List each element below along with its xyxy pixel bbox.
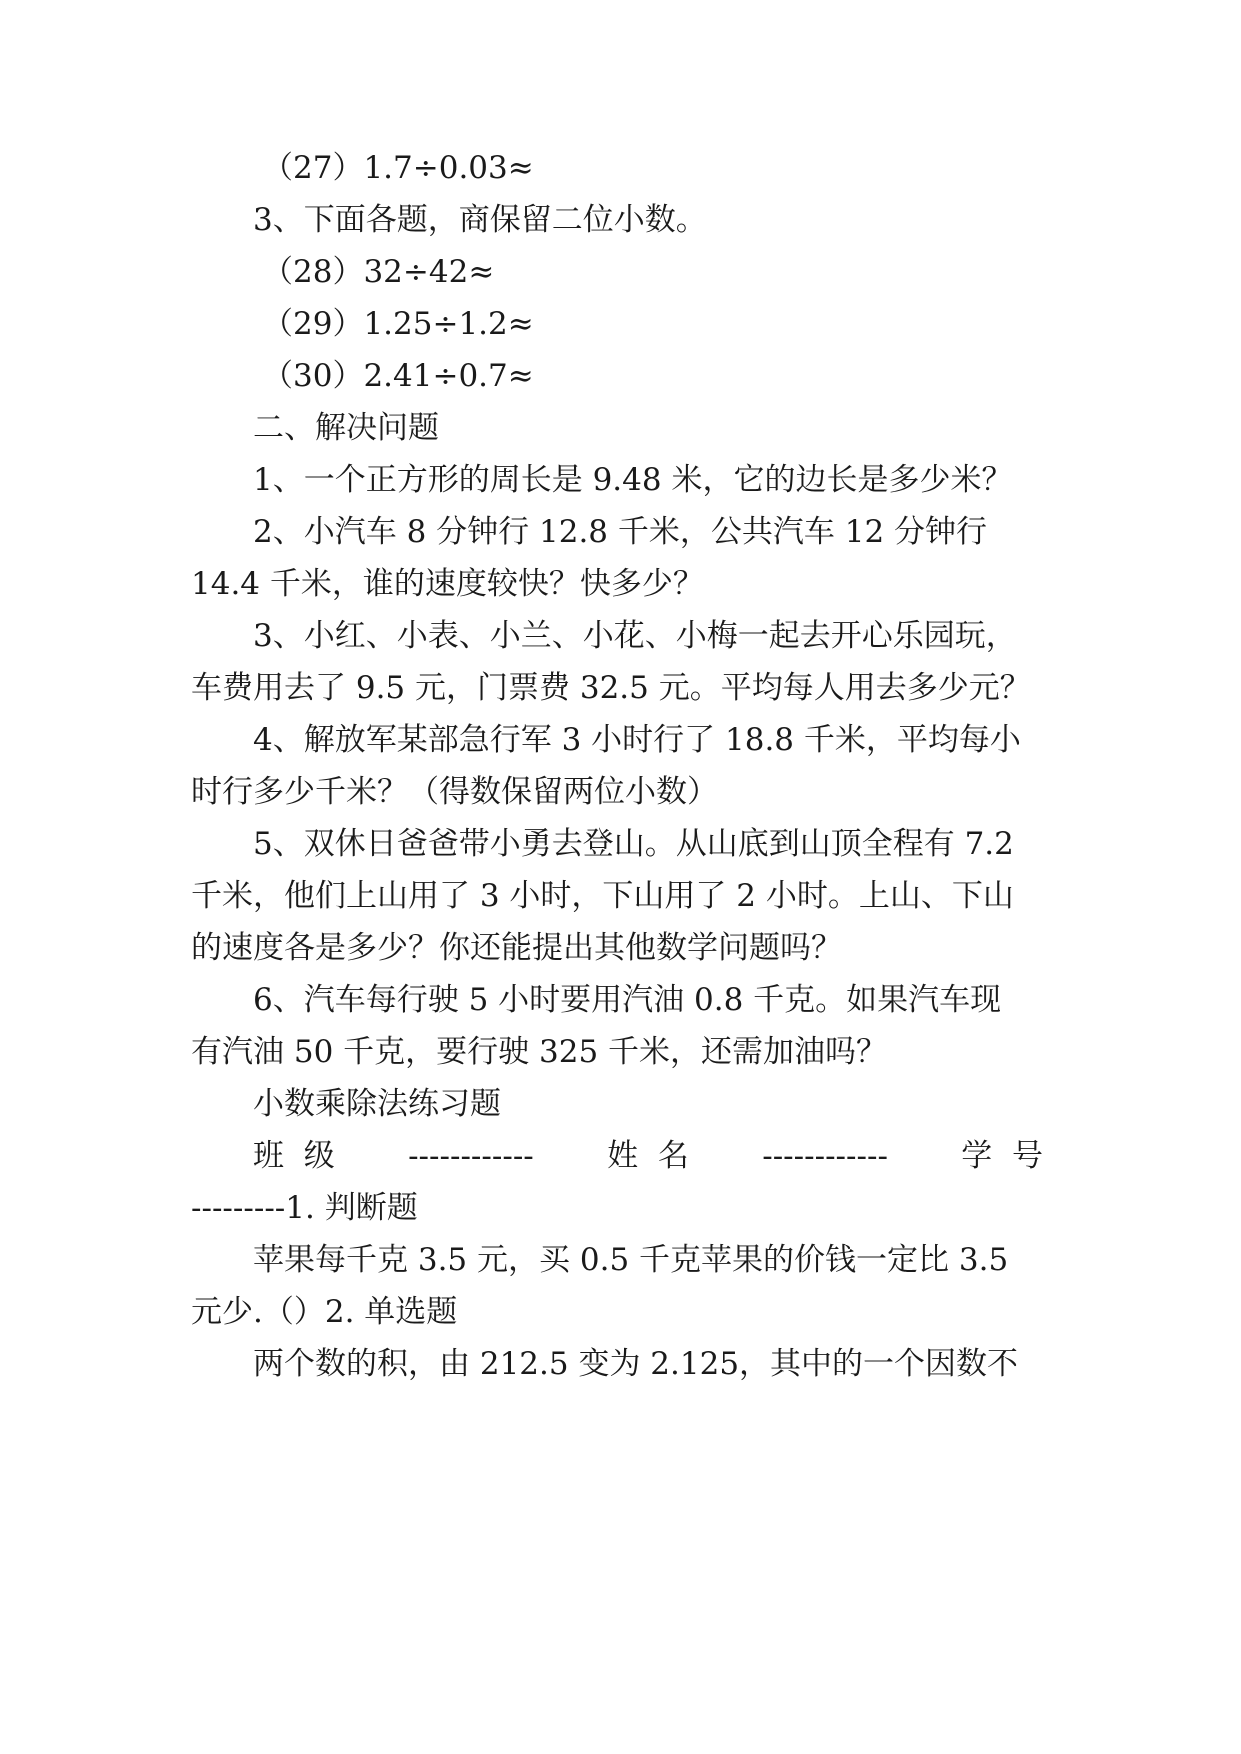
problem-5-line-2: 千米，他们上山用了 3 小时，下山用了 2 小时。上山、下山	[191, 878, 1014, 914]
single-choice-question-line-1: 两个数的积，由 212.5 变为 2.125，其中的一个因数不	[253, 1346, 1019, 1382]
name-label: 姓 名	[607, 1138, 689, 1174]
class-label: 班 级	[253, 1138, 335, 1174]
exercise-30: （30）2.41÷0.7≈	[262, 358, 534, 394]
problem-4-line-1: 4、解放军某部急行军 3 小时行了 18.8 千米，平均每小	[253, 722, 1021, 758]
name-blank: ------------	[762, 1138, 888, 1174]
exercise-29: （29）1.25÷1.2≈	[262, 306, 534, 342]
true-false-heading: ---------1. 判断题	[191, 1190, 418, 1226]
problem-1: 1、一个正方形的周长是 9.48 米，它的边长是多少米？	[253, 462, 1013, 498]
problem-6-line-2: 有汽油 50 千克，要行驶 325 千米，还需加油吗？	[191, 1034, 888, 1070]
true-false-question-line-1: 苹果每千克 3.5 元，买 0.5 千克苹果的价钱一定比 3.5	[253, 1242, 1009, 1278]
problem-6-line-1: 6、汽车每行驶 5 小时要用汽油 0.8 千克。如果汽车现	[253, 982, 1002, 1018]
section-3-heading: 3、下面各题，商保留二位小数。	[253, 202, 707, 238]
exercise-27: （27）1.7÷0.03≈	[262, 150, 534, 186]
student-info-row	[253, 1136, 1043, 1176]
problem-4-line-2: 时行多少千米？（得数保留两位小数）	[191, 774, 718, 810]
problem-3-line-1: 3、小红、小表、小兰、小花、小梅一起去开心乐园玩，	[253, 618, 1017, 654]
student-number-label: 学 号	[961, 1138, 1043, 1174]
problem-5-line-3: 的速度各是多少？你还能提出其他数学问题吗？	[191, 930, 842, 966]
worksheet-title: 小数乘除法练习题	[253, 1086, 501, 1122]
problem-5-line-1: 5、双休日爸爸带小勇去登山。从山底到山顶全程有 7.2	[253, 826, 1014, 862]
section-problems-heading: 二、解决问题	[253, 410, 439, 446]
single-choice-heading: 元少.（）2. 单选题	[191, 1294, 458, 1330]
exercise-28: （28）32÷42≈	[262, 254, 495, 290]
problem-2-line-1: 2、小汽车 8 分钟行 12.8 千米，公共汽车 12 分钟行	[253, 514, 988, 550]
class-blank: ------------	[408, 1138, 534, 1174]
problem-3-line-2: 车费用去了 9.5 元，门票费 32.5 元。平均每人用去多少元？	[191, 670, 1031, 706]
problem-2-line-2: 14.4 千米，谁的速度较快？快多少？	[191, 566, 704, 602]
